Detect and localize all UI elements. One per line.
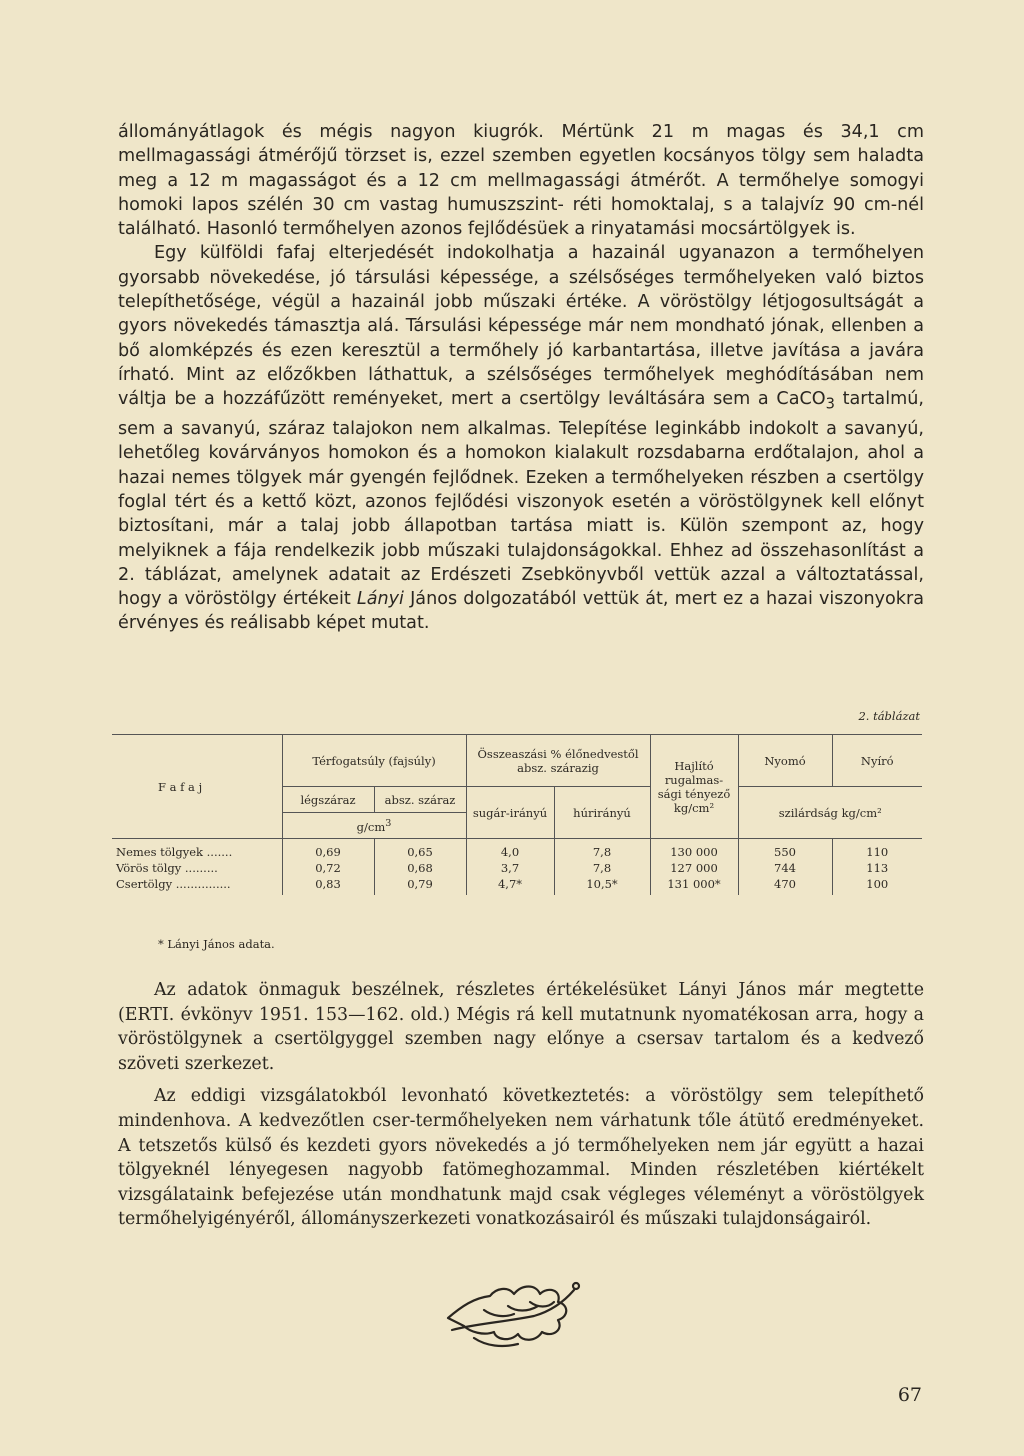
cell-absz-szaraz: 0,79 [374, 876, 466, 895]
conclusion-text [118, 978, 924, 1232]
cell-hajlito: 127 000 [650, 860, 738, 876]
header-nyomo: Nyomó [738, 735, 832, 787]
paragraph-2-part-2: tartalmú, sem a savanyú, száraz talajokon nem alkalmas. Telepítése leginkább indokolt a savanyú, lehetőleg kovárványos homokon és a homokon kialakult rozsdabarna erdőtalajon, ahol a hazai nemes tölgyek már gyengén fejlődnek. Ezeken a termőhelyeken részben a csertölgy foglal tért és a kettő közt, azonos fejlődési viszonyok esetén a vöröstölgynek kell előnyt biztosítani, már a talaj jobb állapotban tartása miatt is. Külön szempont az, hogy melyiknek a fája rendelkezik jobb műszaki tulajdonságokkal. Ehhez ad összehasonlítást a 2. táblázat, amelynek adatait az Erdészeti Zsebkönyvből vettük azzal a változtatással, hogy a vöröstölgy értékeit [118, 389, 924, 610]
unit-superscript: 3 [385, 817, 392, 829]
header-szilardsag: szilárdság kg/cm² [738, 787, 922, 839]
formula-base: CaCO [776, 389, 826, 410]
cell-sugarirany: 4,0 [466, 839, 554, 861]
cell-hajlito: 130 000 [650, 839, 738, 861]
header-fafaj: F a f a j [112, 735, 282, 839]
cell-hajlito: 131 000* [650, 876, 738, 895]
cell-absz-szaraz: 0,68 [374, 860, 466, 876]
table-footnote: * Lányi János adata. [158, 937, 275, 951]
paragraph-2 [118, 241, 924, 635]
header-osszeaszasi: Összeaszási % élőnedvestől absz. szárazig [466, 735, 650, 787]
intro-text [118, 120, 924, 636]
row-name: Nemes tölgyek ....... [116, 845, 233, 859]
cell-nyiro: 100 [832, 876, 922, 895]
cell-sugarirany: 4,7* [466, 876, 554, 895]
cell-absz-szaraz: 0,65 [374, 839, 466, 861]
row-name: Vörös tölgy ......... [116, 861, 218, 875]
table-row [112, 839, 922, 861]
paragraph-2-part-1: Egy külföldi fafaj elterjedését indokolhatja a hazainál ugyanazon a termőhelyen gyorsabb növekedése, jó társulási képessége, a szélsőséges termőhelyeken való biztos telepíthetősége, végül a hazainál jobb műszaki értéke. A vöröstölgy létjogosultságát a gyors növekedés támasztja alá. Társulási képessége már nem mondható jónak, ellenben a bő alomképzés és ezen keresztül a termőhely jó karbantartása, illetve javítása a javára írható. Mint az előzőkben láthattuk, a szélsőséges termőhelyek meghódításában nem váltja be a hozzáfűzött reményeket, mert a csertölgy leváltására sem a [118, 243, 924, 410]
oak-leaf-ornament-icon [444, 1276, 584, 1356]
cell-legszaraz: 0,69 [282, 839, 374, 861]
cell-nyomo: 744 [738, 860, 832, 876]
cell-nyomo: 550 [738, 839, 832, 861]
header-sugarirany: sugár-irányú [466, 787, 554, 839]
cell-legszaraz: 0,83 [282, 876, 374, 895]
formula-subscript: 3 [825, 395, 835, 413]
unit-base: g/cm [356, 819, 386, 834]
cell-hurirany: 10,5* [554, 876, 650, 895]
header-absz-szaraz: absz. száraz [374, 787, 466, 813]
header-hajlito: Hajlító rugalmas-sági tényező kg/cm² [650, 735, 738, 839]
header-legszaraz: légszáraz [282, 787, 374, 813]
paragraph-3: Az adatok önmaguk beszélnek, részletes értékelésüket Lányi János már megtette (ERTI. évkönyv 1951. 153—162. old.) Mégis rá kell mutatnunk nyomatékosan arra, hogy a vöröstölgynek a csertölgyggel szemben nagy előnye a csersav tartalom és a kedvező szöveti szerkezet. [118, 980, 924, 1074]
page-number: 67 [897, 1384, 922, 1406]
cell-hurirany: 7,8 [554, 860, 650, 876]
cell-legszaraz: 0,72 [282, 860, 374, 876]
paragraph-2-part-3: János dolgozatából vettük át, mert ez a hazai viszonyokra érvényes és reálisabb képet mutat. [118, 589, 924, 634]
row-name: Csertölgy ............... [116, 877, 231, 891]
table-row [112, 876, 922, 895]
cell-sugarirany: 3,7 [466, 860, 554, 876]
paragraph-1: állományátlagok és mégis nagyon kiugrók. Mértünk 21 m magas és 34,1 cm mellmagassági átmérőjű törzset is, ezzel szemben egyetlen kocsányos tölgy sem haladta meg a 12 m magasságot és a 12 cm mellmagassági átmérőt. A termőhelye somogyi homoki lapos szélén 30 cm vastag humuszszint- réti homoktalaj, s a talajvíz 90 cm-nél található. Hasonló termőhelyen azonos fejlődésüek a rinyatamási mocsártölgyek is. [118, 122, 924, 240]
header-terfogatsuly: Térfogatsúly (fajsúly) [282, 735, 466, 787]
formula-caco3 [776, 389, 835, 413]
header-unit [282, 813, 466, 839]
paragraph-4: Az eddigi vizsgálatokból levonható következtetés: a vöröstölgy sem telepíthető mindenhova. A kedvezőtlen cser-termőhelyeken nem várhatunk tőle átütő eredményeket. A tetszetős külső és kezdeti gyors növekedés a jó termőhelyeken nem jár együtt a hazai tölgyeknél lényegesen nagyobb fatömeghozammal. Minden részletében kiértékelt vizsgálataink befejezése után mondhatunk majd csak végleges véleményt a vöröstölgyek termőhelyigényéről, állományszerkezeti vonatkozásairól és műszaki tulajdonságairól. [118, 1086, 924, 1230]
cell-nyomo: 470 [738, 876, 832, 895]
header-nyiro: Nyíró [832, 735, 922, 787]
cell-nyiro: 113 [832, 860, 922, 876]
cell-nyiro: 110 [832, 839, 922, 861]
cell-hurirany: 7,8 [554, 839, 650, 861]
table-caption: 2. táblázat [858, 709, 920, 723]
author-name: Lányi [356, 589, 404, 610]
table-row [112, 860, 922, 876]
header-hurirany: húrirányú [554, 787, 650, 839]
wood-properties-table [112, 734, 922, 895]
